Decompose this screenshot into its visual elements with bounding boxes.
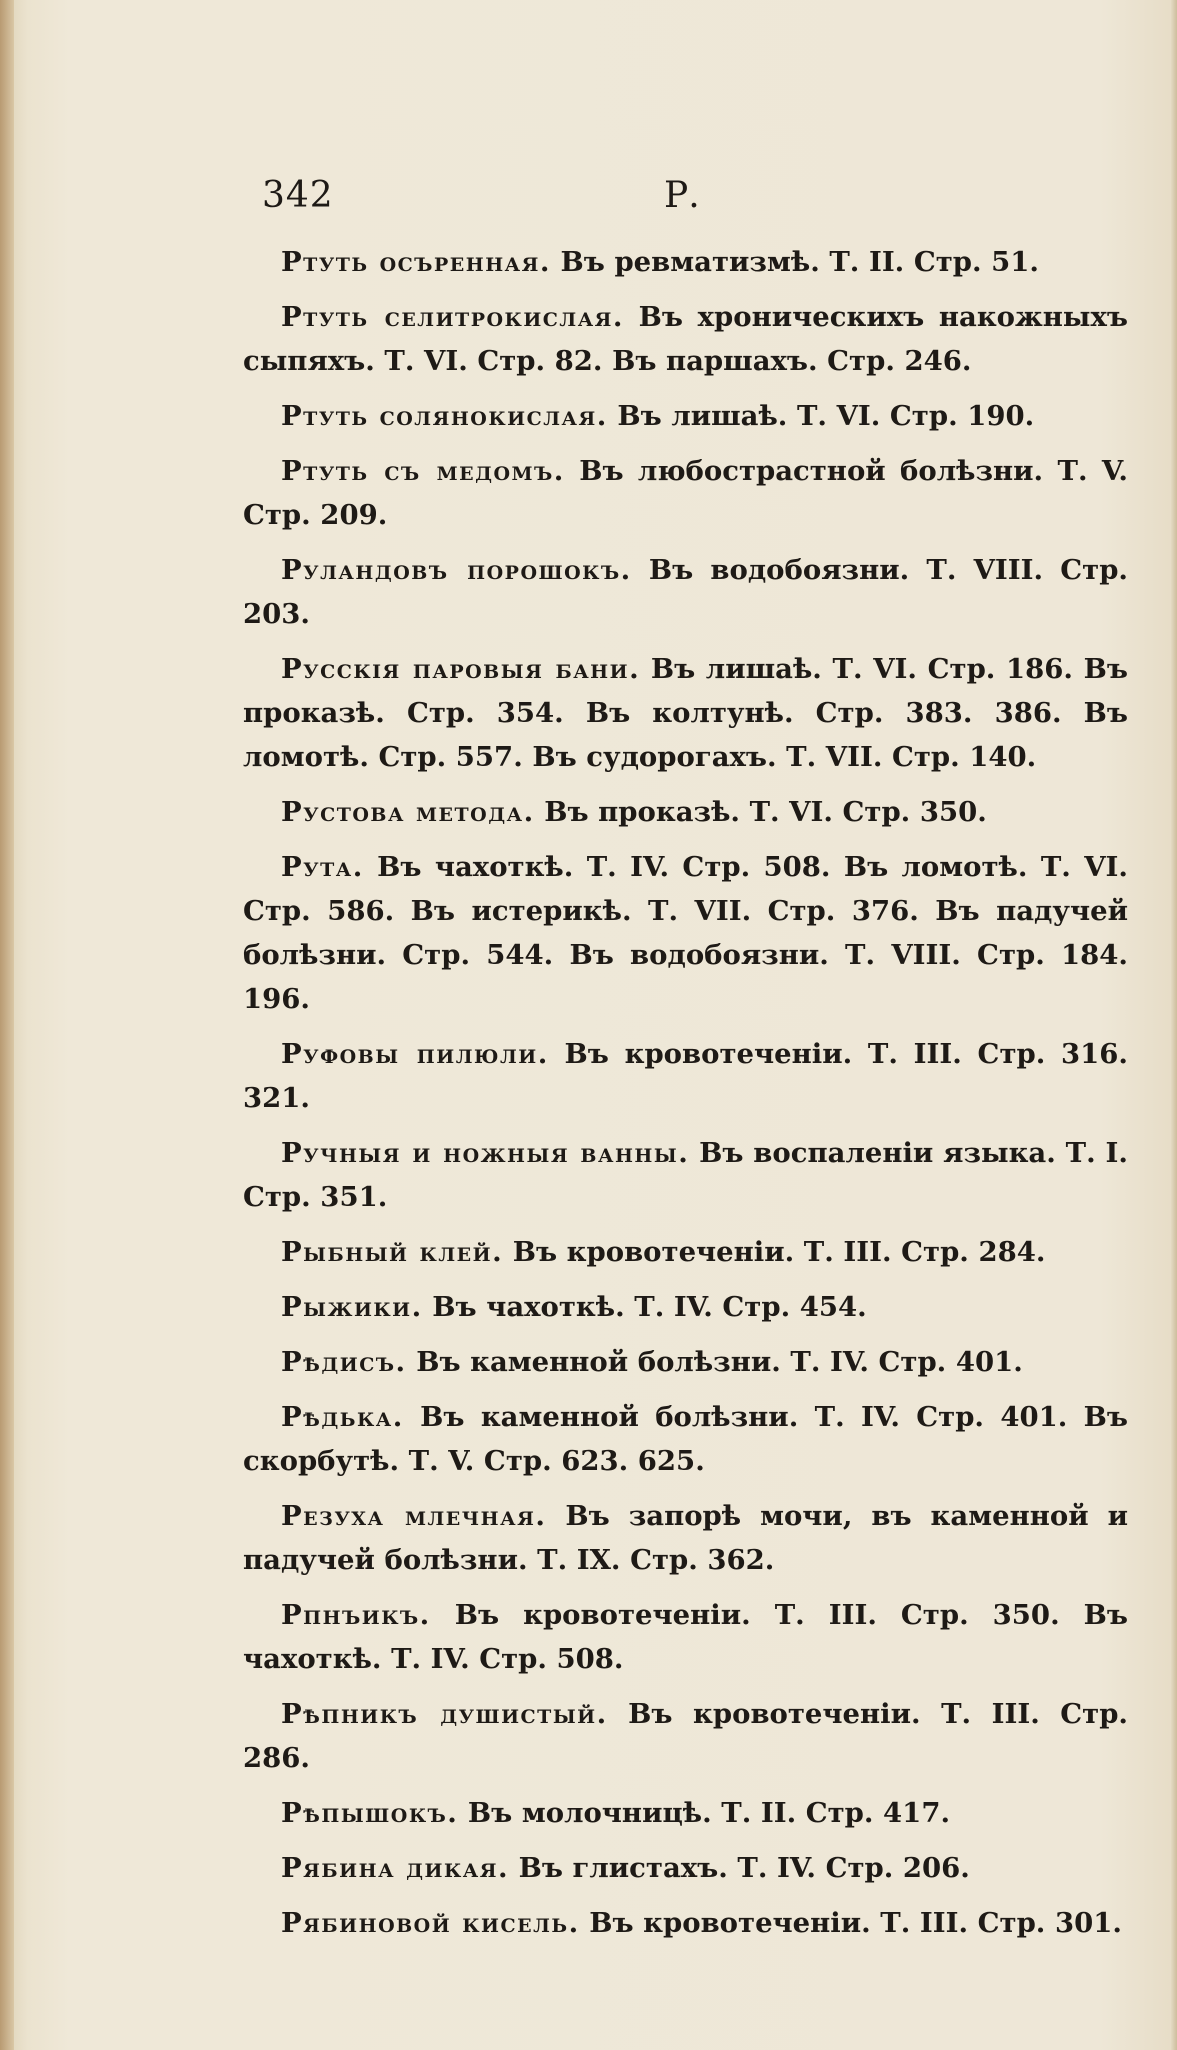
index-entry xyxy=(243,1901,1128,1945)
entry-text: Въ кровотеченіи. Т. III. Стр. 316. 321. xyxy=(243,1038,1128,1114)
page-header xyxy=(262,175,1122,225)
entry-term: Рыбный клей. xyxy=(281,1236,504,1268)
index-entry xyxy=(243,1846,1128,1890)
entry-term: Рѣдисъ. xyxy=(281,1346,407,1378)
entry-text: Въ кровотеченіи. Т. III. Стр. 286. xyxy=(243,1698,1128,1774)
index-entry xyxy=(243,295,1128,383)
entry-text: Въ молочницѣ. Т. II. Стр. 417. xyxy=(458,1797,951,1829)
entry-term: Рыжики. xyxy=(281,1291,423,1323)
index-entry xyxy=(243,1494,1128,1582)
index-entry xyxy=(243,1791,1128,1835)
entry-term: Ртуть селитрокислая. xyxy=(281,301,624,333)
entry-term: Рѣпникъ душистый. xyxy=(281,1698,608,1730)
index-entry xyxy=(243,1230,1128,1274)
entry-term: Ртуть осъренная. xyxy=(281,246,551,278)
index-entry xyxy=(243,1340,1128,1384)
index-entry xyxy=(243,845,1128,1021)
entry-text: Въ запорѣ мочи, въ каменной и падучей болѣзни. Т. IX. Стр. 362. xyxy=(243,1500,1128,1576)
entry-term: Рѣдька. xyxy=(281,1401,404,1433)
entry-text: Въ каменной болѣзни. Т. IV. Стр. 401. xyxy=(406,1346,1023,1378)
index-entry xyxy=(243,1395,1128,1483)
entry-text: Въ хроническихъ накожныхъ сыпяхъ. Т. VI. Стр. 82. Въ паршахъ. Стр. 246. xyxy=(243,301,1128,377)
entry-text: Въ кровотеченіи. Т. III. Стр. 284. xyxy=(503,1236,1046,1268)
index-entry xyxy=(243,1131,1128,1219)
entry-term: Ртуть солянокислая. xyxy=(281,400,608,432)
entry-term: Руфовы пилюли. xyxy=(281,1038,549,1070)
page-edge-right xyxy=(1171,0,1177,2050)
index-entry xyxy=(243,790,1128,834)
entry-text: Въ чахоткѣ. Т. IV. Стр. 508. Въ ломотѣ. Т. VI. Стр. 586. Въ истерикѣ. Т. VII. Стр. 376. Въ падучей болѣзни. Стр. 544. Въ водобоязни. Т. VIII. Стр. 184. 196. xyxy=(243,851,1128,1015)
index-entry xyxy=(243,240,1128,284)
index-entry xyxy=(243,647,1128,779)
index-entry xyxy=(243,1032,1128,1120)
index-entry xyxy=(243,1593,1128,1681)
index-entry xyxy=(243,1692,1128,1780)
entry-term: Рпнъикъ. xyxy=(281,1599,431,1631)
entry-term: Ртуть съ медомъ. xyxy=(281,455,565,487)
page-edge-left xyxy=(0,0,14,2050)
entry-text: Въ лишаѣ. Т. VI. Стр. 186. Въ проказѣ. Стр. 354. Въ колтунѣ. Стр. 383. 386. Въ ломотѣ. Стр. 557. Въ судорогахъ. Т. VII. Стр. 140. xyxy=(243,653,1128,773)
index-entry xyxy=(243,548,1128,636)
section-letter: Р. xyxy=(664,175,700,216)
entry-term: Резуха млечная. xyxy=(281,1500,547,1532)
entry-text: Въ проказѣ. Т. VI. Стр. 350. xyxy=(534,796,987,828)
entry-term: Рябина дикая. xyxy=(281,1852,510,1884)
entry-term: Рустова метода. xyxy=(281,796,535,828)
page-number: 342 xyxy=(262,175,334,216)
entry-term: Рѣпышокъ. xyxy=(281,1797,459,1829)
entry-term: Рута. xyxy=(281,851,364,883)
entry-term: Рябиновой кисель. xyxy=(281,1907,580,1939)
index-entry xyxy=(243,449,1128,537)
entry-term: Ручныя и ножныя ванны. xyxy=(281,1137,690,1169)
entry-text: Въ воспаленіи языка. Т. I. Стр. 351. xyxy=(243,1137,1128,1213)
index-entry xyxy=(243,1285,1128,1329)
entry-text: Въ лишаѣ. Т. VI. Стр. 190. xyxy=(607,400,1035,432)
index-entry xyxy=(243,394,1128,438)
index-entries xyxy=(243,240,1128,1956)
entry-term: Руландовъ порошокъ. xyxy=(281,554,632,586)
entry-text: Въ каменной болѣзни. Т. IV. Стр. 401. Въ скорбутѣ. Т. V. Стр. 623. 625. xyxy=(243,1401,1128,1477)
entry-text: Въ чахоткѣ. Т. IV. Стр. 454. xyxy=(422,1291,867,1323)
entry-text: Въ кровотеченіи. Т. III. Стр. 301. xyxy=(579,1907,1122,1939)
entry-text: Въ глистахъ. Т. IV. Стр. 206. xyxy=(509,1852,970,1884)
entry-text: Въ любострастной болѣзни. Т. V. Стр. 209. xyxy=(243,455,1128,531)
entry-text: Въ кровотеченіи. Т. III. Стр. 350. Въ чахоткѣ. Т. IV. Стр. 508. xyxy=(243,1599,1128,1675)
entry-text: Въ водобоязни. Т. VIII. Стр. 203. xyxy=(243,554,1128,630)
entry-text: Въ ревматизмѣ. Т. II. Стр. 51. xyxy=(550,246,1039,278)
entry-term: Русскія паровыя бани. xyxy=(281,653,641,685)
